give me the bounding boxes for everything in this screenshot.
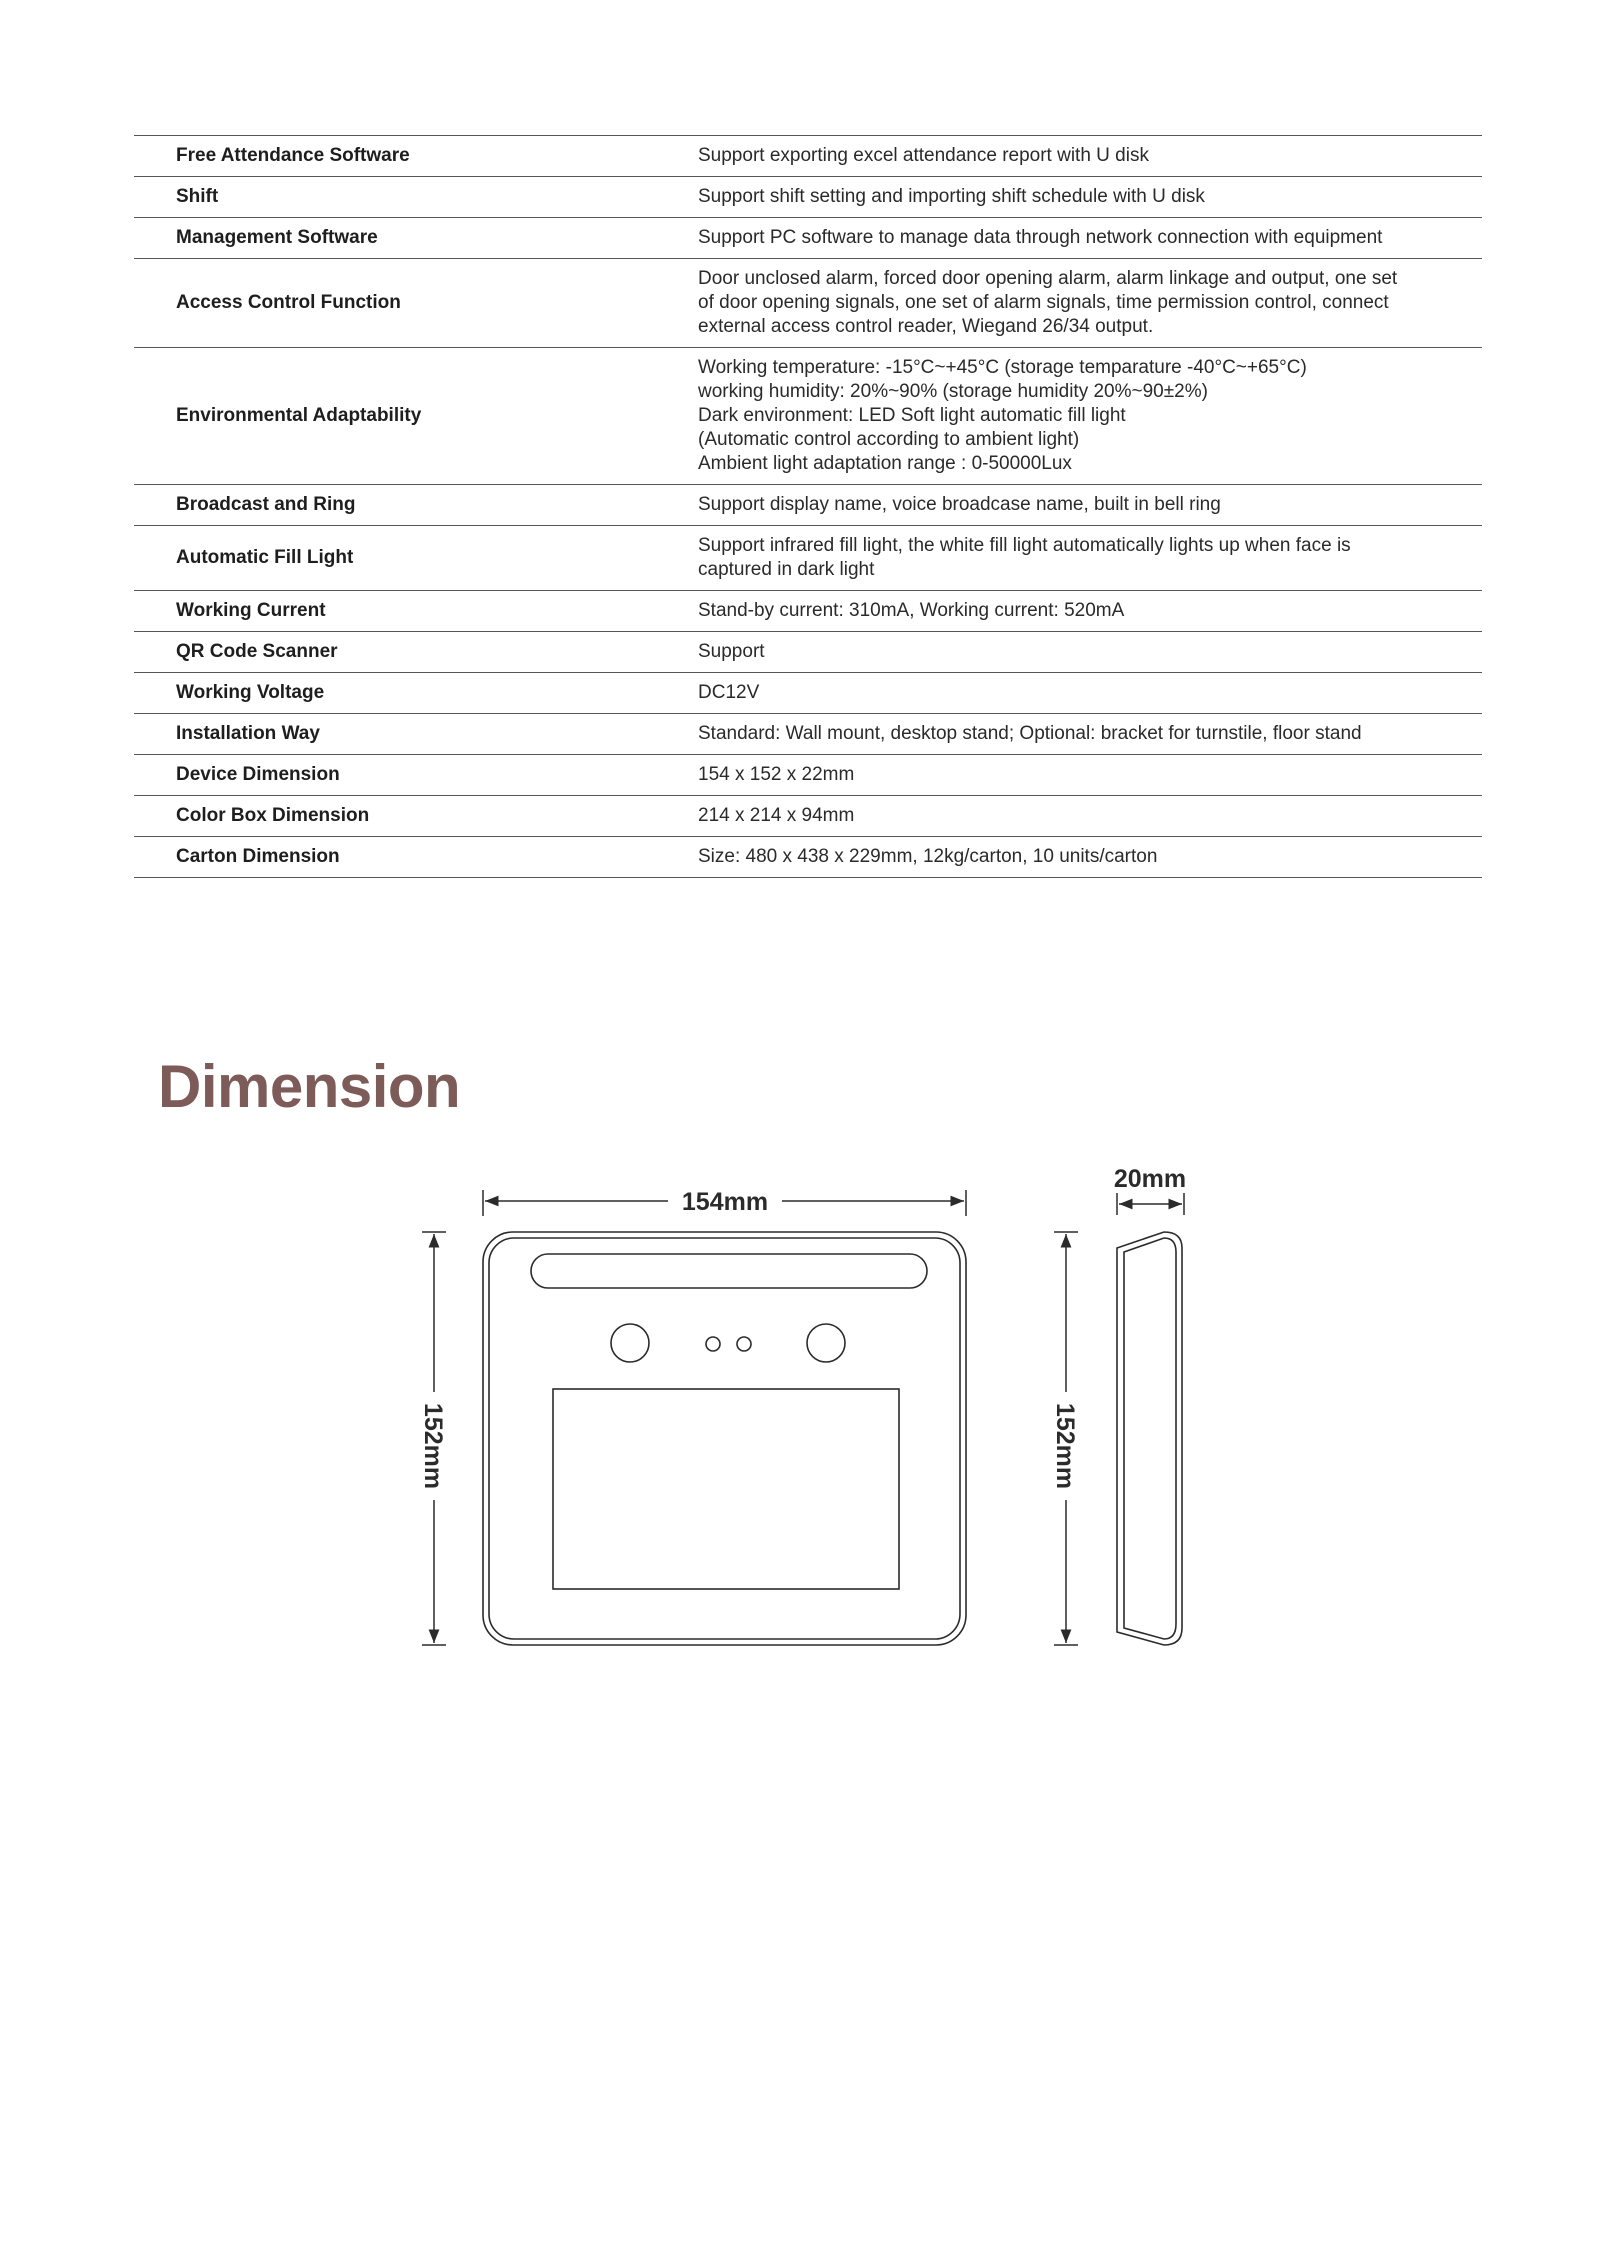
spec-row bbox=[134, 837, 1482, 878]
device-side-view bbox=[1117, 1232, 1182, 1645]
spec-row bbox=[134, 136, 1482, 177]
device-front-view bbox=[483, 1232, 966, 1645]
dimension-drawing bbox=[0, 1150, 1600, 1670]
spec-value-line: working humidity: 20%~90% (storage humidity 20%~90±2%) bbox=[698, 381, 1208, 402]
depth-label: 20mm bbox=[1113, 1165, 1187, 1193]
spec-row bbox=[134, 755, 1482, 796]
spec-label: Installation Way bbox=[176, 723, 320, 744]
spec-label: Working Voltage bbox=[176, 682, 325, 703]
spec-value-line: 154 x 152 x 22mm bbox=[698, 764, 855, 785]
spec-row bbox=[134, 485, 1482, 526]
spec-value-line: of door opening signals, one set of alarm signals, time permission control, connect bbox=[698, 292, 1389, 313]
spec-value-line: Support bbox=[698, 641, 765, 662]
sensor-right bbox=[737, 1337, 751, 1351]
spec-value-line: Support shift setting and importing shift schedule with U disk bbox=[698, 186, 1205, 207]
depth-dimension bbox=[1114, 1165, 1186, 1215]
front-height-dimension bbox=[419, 1232, 447, 1645]
spec-value-line: Working temperature: -15°C~+45°C (storage temparature -40°C~+65°C) bbox=[698, 357, 1307, 378]
light-bar bbox=[531, 1254, 927, 1288]
dimension-title: Dimension bbox=[158, 1053, 461, 1120]
spec-value-line: Ambient light adaptation range : 0-50000Lux bbox=[698, 453, 1072, 474]
width-dimension bbox=[483, 1188, 966, 1216]
spec-value bbox=[698, 714, 1482, 755]
spec-value bbox=[698, 837, 1482, 878]
sensor-left bbox=[706, 1337, 720, 1351]
spec-label: Shift bbox=[176, 186, 219, 207]
side-height-label: 152mm bbox=[1051, 1402, 1079, 1490]
spec-row bbox=[134, 591, 1482, 632]
spec-value bbox=[698, 591, 1482, 632]
spec-value-line: Size: 480 x 438 x 229mm, 12kg/carton, 10 units/carton bbox=[698, 846, 1158, 867]
spec-row bbox=[134, 218, 1482, 259]
spec-row bbox=[134, 714, 1482, 755]
spec-label: Access Control Function bbox=[176, 292, 401, 313]
screen bbox=[553, 1389, 899, 1589]
spec-label: Carton Dimension bbox=[176, 846, 340, 867]
width-label: 154mm bbox=[681, 1188, 769, 1216]
spec-value-line: Door unclosed alarm, forced door opening alarm, alarm linkage and output, one set bbox=[698, 268, 1398, 289]
spec-label: Automatic Fill Light bbox=[176, 547, 354, 568]
spec-value-line: Standard: Wall mount, desktop stand; Optional: bracket for turnstile, floor stand bbox=[698, 723, 1362, 744]
camera-left bbox=[611, 1324, 649, 1362]
spec-label: Management Software bbox=[176, 227, 378, 248]
spec-label: Working Current bbox=[176, 600, 326, 621]
spec-value bbox=[698, 673, 1482, 714]
side-height-dimension bbox=[1051, 1232, 1079, 1645]
camera-right bbox=[807, 1324, 845, 1362]
spec-value-line: Support infrared fill light, the white fill light automatically lights up when face is bbox=[698, 535, 1351, 556]
spec-value-line: captured in dark light bbox=[698, 559, 875, 580]
spec-row bbox=[134, 673, 1482, 714]
spec-value-line: Support PC software to manage data through network connection with equipment bbox=[698, 227, 1383, 248]
spec-value bbox=[698, 177, 1482, 218]
spec-value-line: 214 x 214 x 94mm bbox=[698, 805, 855, 826]
spec-row bbox=[134, 348, 1482, 485]
spec-value bbox=[698, 348, 1482, 485]
spec-value bbox=[698, 259, 1482, 348]
spec-value bbox=[698, 218, 1482, 259]
spec-row bbox=[134, 796, 1482, 837]
front-height-label: 152mm bbox=[419, 1402, 447, 1490]
spec-value-line: (Automatic control according to ambient light) bbox=[698, 429, 1080, 450]
spec-value bbox=[698, 485, 1482, 526]
spec-row bbox=[134, 259, 1482, 348]
spec-label: Free Attendance Software bbox=[176, 145, 410, 166]
spec-label: Device Dimension bbox=[176, 764, 340, 785]
spec-label: Environmental Adaptability bbox=[176, 405, 422, 426]
spec-label: Color Box Dimension bbox=[176, 805, 370, 826]
spec-value-line: Dark environment: LED Soft light automatic fill light bbox=[698, 405, 1126, 426]
spec-value bbox=[698, 136, 1482, 177]
spec-row bbox=[134, 177, 1482, 218]
spec-row bbox=[134, 632, 1482, 673]
spec-label: Broadcast and Ring bbox=[176, 494, 356, 515]
spec-value-line: Stand-by current: 310mA, Working current: 520mA bbox=[698, 600, 1125, 621]
spec-value bbox=[698, 632, 1482, 673]
spec-table bbox=[134, 135, 1482, 878]
spec-value-line: Support exporting excel attendance report with U disk bbox=[698, 145, 1149, 166]
spec-label: QR Code Scanner bbox=[176, 641, 338, 662]
spec-value bbox=[698, 755, 1482, 796]
spec-row bbox=[134, 526, 1482, 591]
spec-value-line: DC12V bbox=[698, 682, 760, 703]
spec-value bbox=[698, 796, 1482, 837]
spec-value-line: external access control reader, Wiegand 26/34 output. bbox=[698, 316, 1154, 337]
spec-value-line: Support display name, voice broadcase name, built in bell ring bbox=[698, 494, 1221, 515]
spec-value bbox=[698, 526, 1482, 591]
